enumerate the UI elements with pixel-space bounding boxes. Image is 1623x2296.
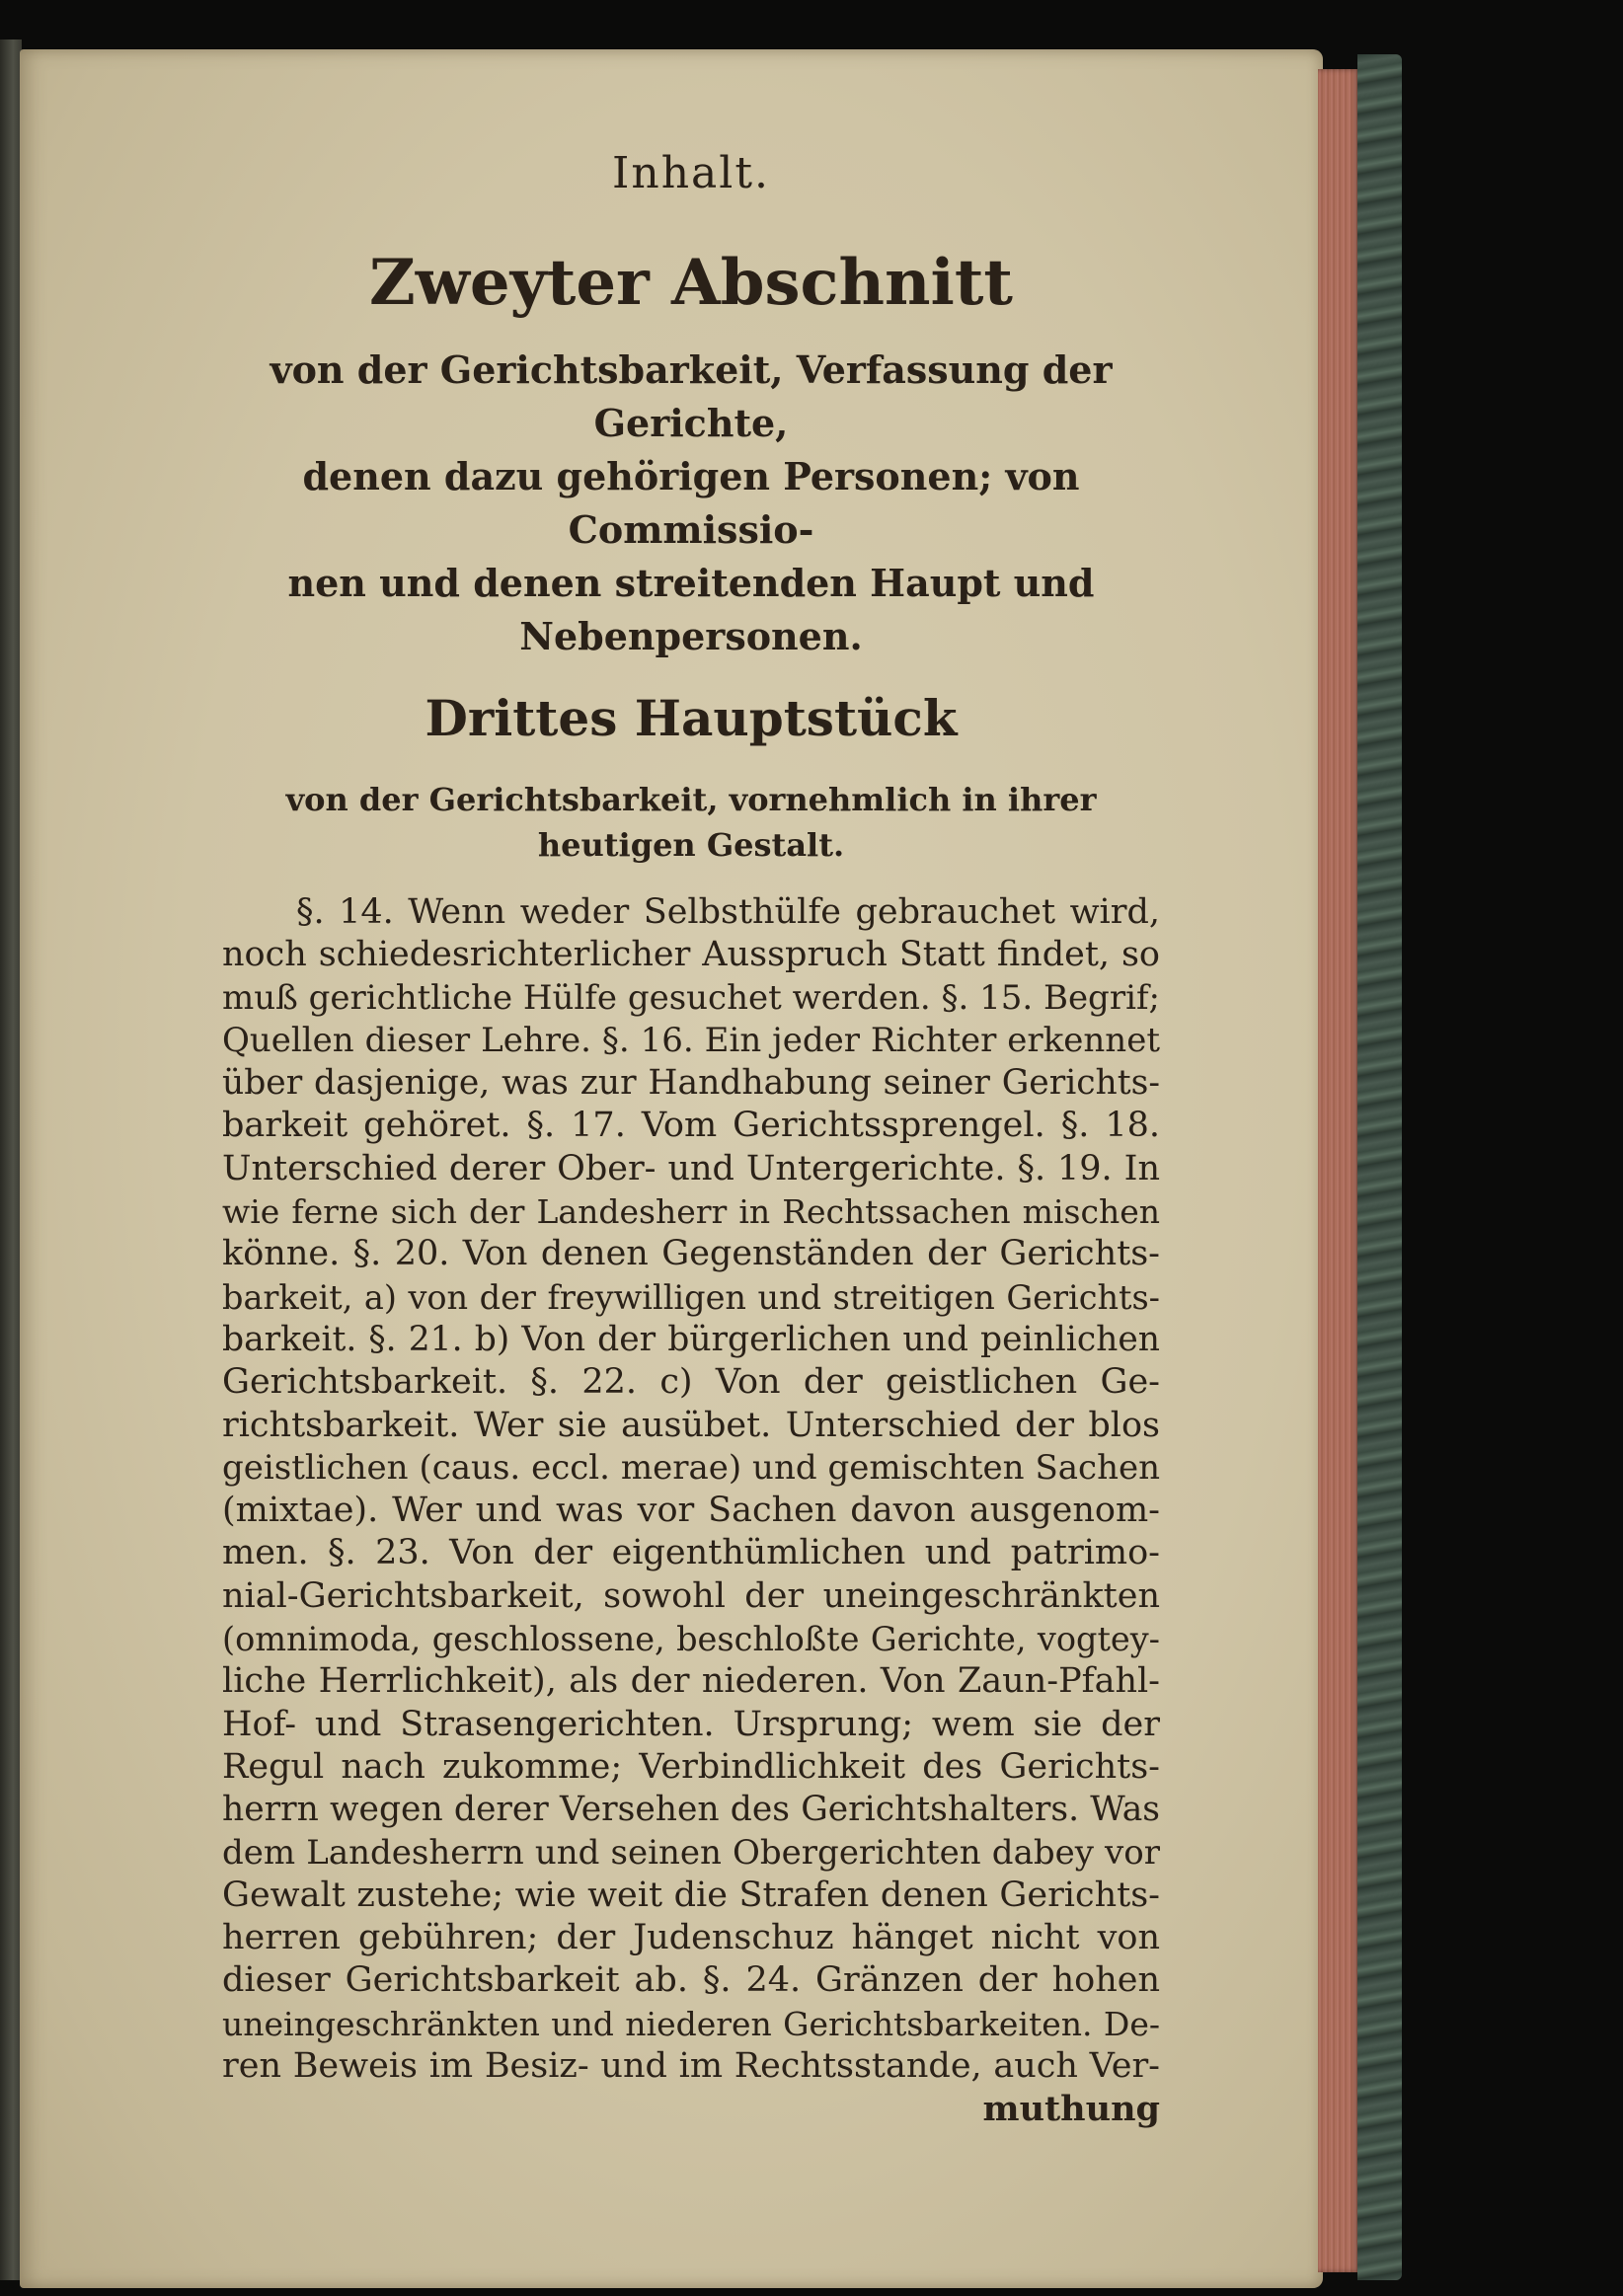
chapter-title: Drittes Hauptstück	[425, 689, 958, 747]
running-head: Inhalt.	[611, 148, 771, 198]
text-line: men. §. 23. Von der eigenthümlichen und patrimo-	[222, 1533, 1160, 1573]
page-edges-red	[1318, 69, 1359, 2272]
text-line: barkeit gehöret. §. 17. Vom Gerichtssprengel. §. 18.	[222, 1106, 1160, 1146]
text-line: liche Herrlichkeit), als der niederen. Von Zaun-Pfahl-	[222, 1661, 1160, 1702]
chapter-subtitle	[222, 777, 1160, 868]
text-line: dem Landesherrn und seinen Obergerichten dabey vor	[222, 1832, 1160, 1873]
facing-page-edge	[0, 39, 22, 2280]
text-line: noch schiedesrichterlicher Ausspruch Statt findet, so	[222, 935, 1160, 975]
text-line: barkeit. §. 21. b) Von der bürgerlichen und peinlichen	[222, 1319, 1160, 1359]
text-line: Gewalt zustehe; wie weit die Strafen denen Gerichts-	[222, 1875, 1160, 1915]
chapter-subtitle-line: heutigen Gestalt.	[537, 826, 845, 864]
text-line: geistlichen (caus. eccl. merae) und gemischten Sachen	[222, 1447, 1160, 1488]
section-subtitle-line: nen und denen streitenden Haupt und	[287, 561, 1095, 605]
text-line: Quellen dieser Lehre. §. 16. Ein jeder Richter erkennet	[222, 1020, 1160, 1060]
text-line: (omnimoda, geschlossene, beschloßte Gerichte, vogtey-	[222, 1620, 1160, 1659]
text-line: nial-Gerichtsbarkeit, sowohl der uneingeschränkten	[222, 1575, 1160, 1616]
text-line: über dasjenige, was zur Handhabung seiner Gerichts-	[222, 1063, 1160, 1104]
text-line: richtsbarkeit. Wer sie ausübet. Unterschied der blos	[222, 1405, 1160, 1445]
text-line: wie ferne sich der Landesherr in Rechtssachen mischen	[222, 1192, 1160, 1232]
text-line: Regul nach zukomme; Verbindlichkeit des Gerichts-	[222, 1746, 1160, 1787]
text-line: (mixtae). Wer und was vor Sachen davon ausgenom-	[222, 1491, 1160, 1531]
text-line: barkeit, a) von der freywilligen und streitigen Gerichts-	[222, 1277, 1160, 1317]
text-line: muß gerichtliche Hülfe gesuchet werden. §. 15. Begrif;	[222, 977, 1160, 1018]
text-line: Gerichtsbarkeit. §. 22. c) Von der geistlichen Ge-	[222, 1362, 1160, 1403]
text-line: Unterschied derer Ober- und Untergerichte. §. 19. In	[222, 1148, 1160, 1188]
contents-paragraph	[222, 891, 1160, 2131]
text-line: §. 14. Wenn weder Selbsthülfe gebrauchet wird,	[296, 892, 1160, 932]
text-line: ren Beweis im Besiz- und im Rechtsstande, auch Ver-	[222, 2046, 1160, 2087]
section-title: Zweyter Abschnitt	[369, 246, 1013, 320]
text-line: könne. §. 20. Von denen Gegenständen der Gerichts-	[222, 1234, 1160, 1274]
marbled-cover	[1357, 54, 1402, 2280]
page-text	[222, 148, 1160, 2131]
section-subtitle-line: Nebenpersonen.	[519, 614, 863, 658]
chapter-subtitle-line: von der Gerichtsbarkeit, vornehmlich in ihrer	[285, 781, 1097, 818]
section-subtitle-line: von der Gerichtsbarkeit, Verfassung der Gerichte,	[270, 347, 1113, 445]
catchword: muthung	[982, 2089, 1160, 2130]
text-line: Hof- und Strasengerichten. Ursprung; wem sie der	[222, 1704, 1160, 1744]
text-line: uneingeschränkten und niederen Gerichtsbarkeiten. De-	[222, 2004, 1160, 2043]
section-subtitle	[222, 344, 1160, 663]
text-line: dieser Gerichtsbarkeit ab. §. 24. Gränzen der hohen	[222, 1960, 1160, 2001]
text-line: herren gebühren; der Judenschuz hänget nicht von	[222, 1918, 1160, 1958]
section-subtitle-line: denen dazu gehörigen Personen; von Commissio-	[302, 454, 1080, 552]
text-line: herrn wegen derer Versehen des Gerichtshalters. Was	[222, 1790, 1160, 1830]
